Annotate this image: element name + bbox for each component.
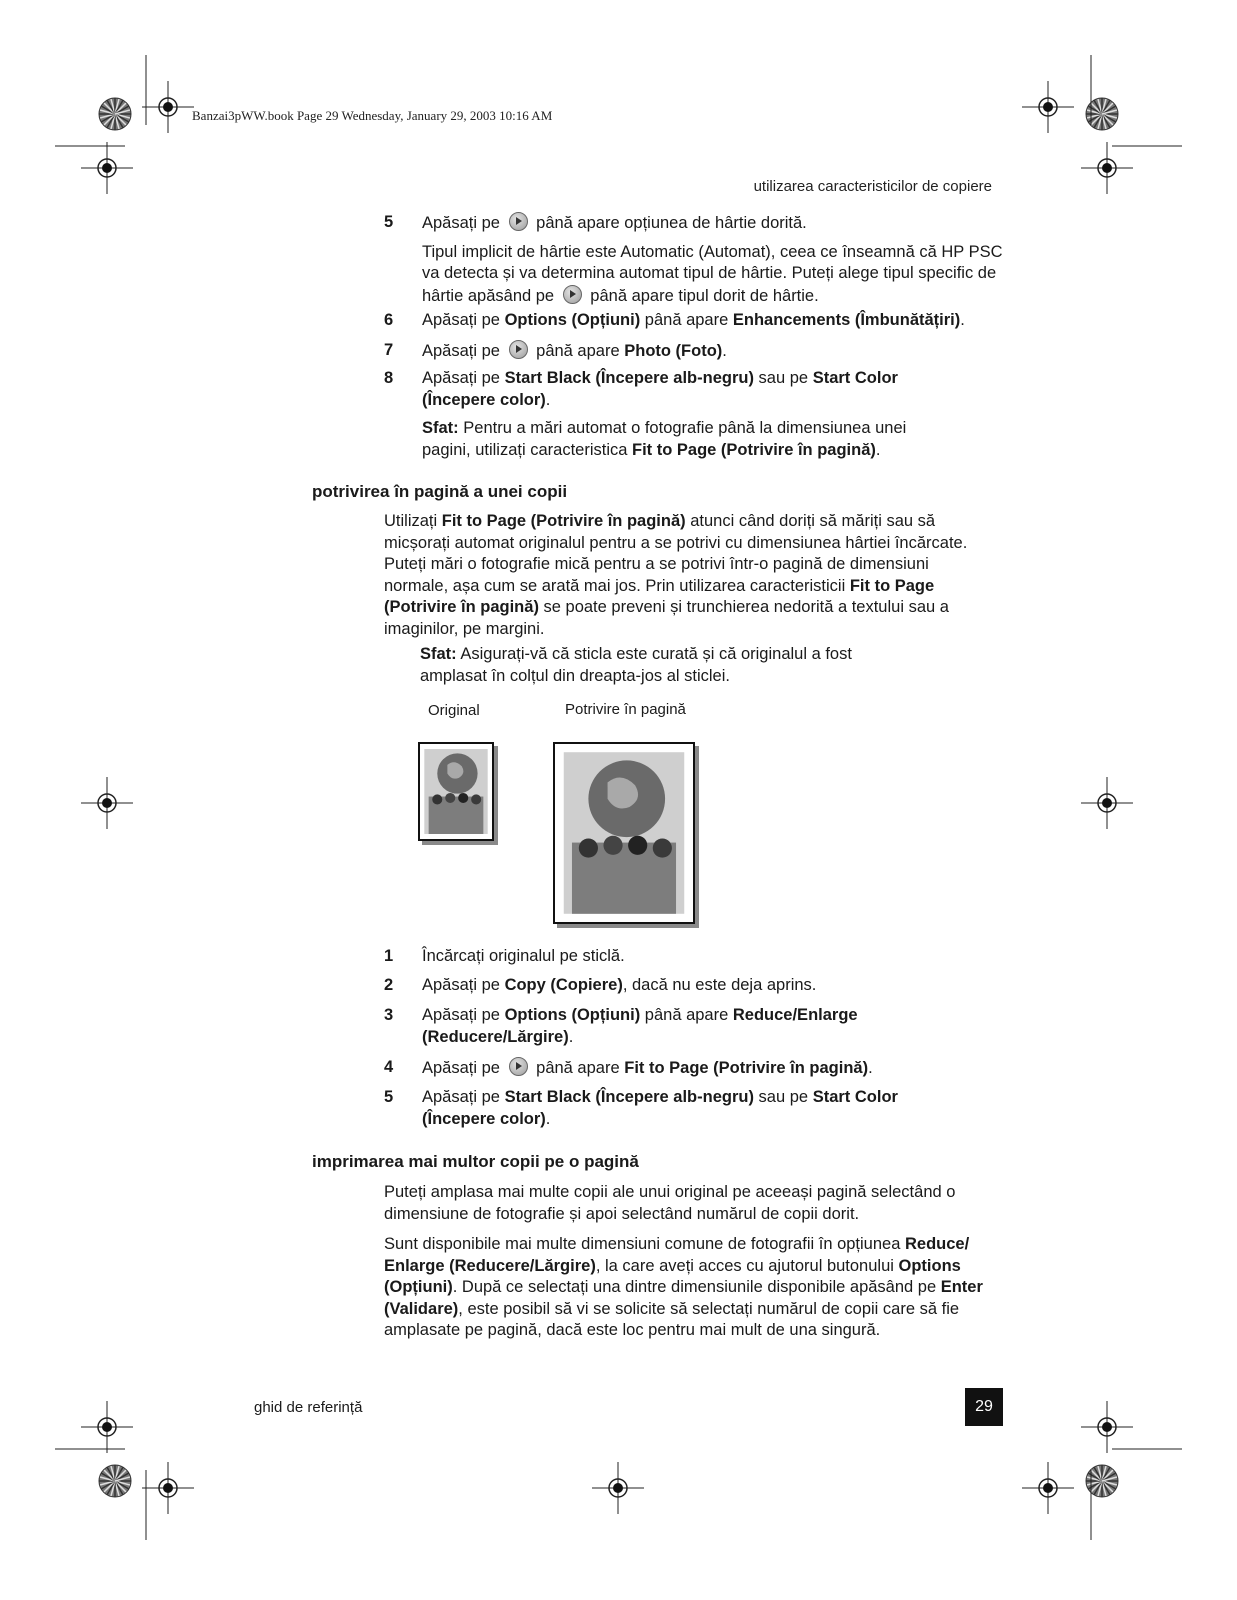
step-text: Apăsați pe până apare Photo (Foto).: [422, 342, 727, 360]
original-photo-thumbnail: [418, 742, 494, 841]
bold-term: Sfat:: [420, 645, 457, 663]
section-paragraph: Puteți amplasa mai multe copii ale unui original pe aceeași pagină selectând o dimensiune de fotografie și apoi selectând numărul de copii dorit.: [384, 1183, 956, 1223]
bold-term: Start Color (Începere color): [422, 369, 898, 409]
bold-term: Start Color (Începere color): [422, 1088, 898, 1128]
step-number: 7: [384, 341, 394, 359]
bold-term: Sfat:: [422, 419, 459, 437]
bold-term: Start Black (Începere alb-negru): [504, 369, 754, 387]
section-paragraph: Sunt disponibile mai multe dimensiuni comune de fotografii în opțiunea Reduce/ Enlarge (Reducere/Lărgire), la care aveți acces cu ajutorul butonului Options (Opțiuni). După ce selectați una dintre dimensiunile disponibile apăsând pe Enter (Validare), este posibil să vi se solicite să selectați numărul de copii care să fie amplasate pe pagină, dacă este loc pentru mai mult de una singură.: [384, 1235, 983, 1339]
right-arrow-button-icon: [509, 1057, 528, 1076]
step-1: [384, 946, 1004, 968]
bold-term: Start Black (Începere alb-negru): [504, 1088, 754, 1106]
bold-term: Fit to Page (Potrivire în pagină): [624, 1059, 869, 1077]
fit-to-page-photo: [553, 742, 695, 924]
step-text: Apăsați pe Options (Opțiuni) până apare Enhancements (Îmbunătățiri).: [422, 311, 965, 329]
bold-term: Options (Opțiuni): [384, 1256, 961, 1296]
page-number: 29: [965, 1388, 1003, 1426]
step-number: 8: [384, 369, 394, 387]
section-heading-fit-to-page: potrivirea în pagină a unei copii: [312, 482, 568, 501]
bold-term: Fit to Page (Potrivire în pagină): [632, 440, 876, 459]
step-5: [384, 1087, 944, 1130]
section-intro: Utilizați Fit to Page (Potrivire în pagină) atunci când doriți să măriți sau să micșorați automat originalul pentru a se potrivi cu dimensiunea hârtiei încărcate. Puteți mări o fotografie mică pentru a se potrivi într-o pagină de dimensiuni normale, așa cum se arată mai jos. Prin utilizarea caracteristicii Fit to Page (Potrivire în pagină) se poate preveni și trunchierea nedorită a textului sau a imaginilor, pe margini.: [384, 512, 968, 638]
step-2: [384, 975, 1004, 997]
caption-original: Original: [428, 702, 480, 719]
bold-term: Fit to Page (Potrivire în pagină): [441, 512, 686, 530]
step-number: 6: [384, 311, 394, 329]
right-arrow-button-icon: [509, 212, 528, 231]
running-head: utilizarea caracteristicilor de copiere: [753, 178, 992, 195]
step-number: 4: [384, 1058, 394, 1076]
step-8: [384, 368, 944, 461]
step-note: Tipul implicit de hârtie este Automatic (Automat), ceea ce înseamnă că HP PSC va detecta și va determina automat tipul de hârtie. Puteți alege tipul specific de hârtie apăsând pe până apare tipul dorit de hârtie.: [422, 242, 1003, 305]
tip-note: Sfat: Asigurați-vă că sticla este curată și că originalul a fost amplasat în colțul din dreapta-jos al sticlei.: [420, 645, 852, 685]
step-text: Apăsați pe până apare Fit to Page (Potrivire în pagină).: [422, 1059, 873, 1077]
step-number: 2: [384, 976, 394, 994]
step-3: [384, 1005, 904, 1048]
step-number: 1: [384, 947, 394, 965]
step-text: Apăsați pe până apare opțiunea de hârtie dorită.: [422, 214, 807, 232]
bold-term: Options (Opțiuni): [504, 311, 641, 329]
tip-note: Sfat: Pentru a mări automat o fotografie până la dimensiunea unei pagini, utilizați caracteristica Fit to Page (Potrivire în pagină).: [422, 419, 907, 459]
step-text: Apăsați pe Copy (Copiere), dacă nu este deja aprins.: [422, 976, 817, 994]
bold-term: Enhancements (Îmbunătățiri): [732, 311, 961, 329]
step-number: 5: [384, 1088, 394, 1106]
bold-term: Reduce/ Enlarge (Reducere/Lărgire): [384, 1235, 970, 1275]
bold-term: Enter (Validare): [384, 1278, 983, 1318]
step-6: [384, 310, 1004, 332]
bold-term: Photo (Foto): [624, 342, 723, 360]
step-7: [384, 340, 1004, 363]
book-file-line: Banzai3pWW.book Page 29 Wednesday, January 29, 2003 10:16 AM: [192, 108, 553, 123]
section-heading-multiple-copies: imprimarea mai multor copii pe o pagină: [312, 1152, 639, 1171]
step-text: Apăsați pe Start Black (Începere alb-negru) sau pe Start Color (Începere color).: [422, 1088, 898, 1128]
footer-title: ghid de referință: [254, 1399, 363, 1416]
photo-children-globe-small: [420, 744, 492, 839]
bold-term: Reduce/Enlarge (Reducere/Lărgire): [422, 1006, 858, 1046]
step-number: 3: [384, 1006, 394, 1024]
photo-children-globe-large: [555, 744, 693, 922]
step-text: Încărcați originalul pe sticlă.: [422, 947, 625, 965]
step-text: Apăsați pe Options (Opțiuni) până apare Reduce/Enlarge (Reducere/Lărgire).: [422, 1006, 858, 1046]
caption-fit-to-page: Potrivire în pagină: [565, 701, 686, 718]
right-arrow-button-icon: [563, 285, 582, 304]
bold-term: Options (Opțiuni): [504, 1006, 641, 1024]
bold-term: Copy (Copiere): [504, 976, 623, 994]
bold-term: Fit to Page (Potrivire în pagină): [384, 576, 935, 616]
step-number: 5: [384, 213, 394, 231]
step-4: [384, 1057, 1004, 1080]
right-arrow-button-icon: [509, 340, 528, 359]
step-text: Apăsați pe Start Black (Începere alb-negru) sau pe Start Color (Începere color).: [422, 369, 898, 409]
step-5: [384, 212, 1004, 307]
